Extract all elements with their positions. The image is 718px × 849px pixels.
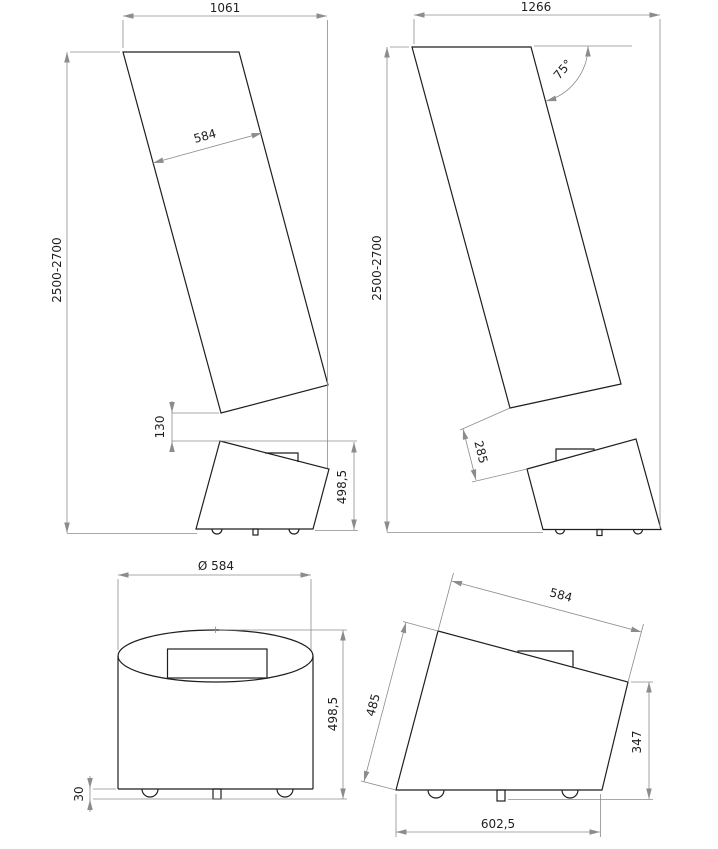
- wheel-right: [277, 789, 293, 797]
- panel-outline: [123, 52, 328, 413]
- wheel-right: [562, 790, 578, 798]
- extension-line: [361, 781, 396, 790]
- dim-diameter: Ø 584: [197, 559, 235, 573]
- dim-line-top-width: [452, 581, 642, 632]
- wheel-right: [289, 529, 299, 534]
- caster-peg: [497, 790, 505, 801]
- view-side-left: [50, 1, 358, 535]
- dim-panel-width: 584: [192, 126, 218, 146]
- dim-height-range: 2500-2700: [370, 235, 384, 301]
- extension-line: [403, 622, 438, 632]
- dim-base-height: 498,5: [335, 469, 349, 505]
- extension-line: [438, 573, 454, 631]
- caster-peg: [253, 529, 258, 535]
- burner-slot: [168, 649, 268, 678]
- base-outline: [396, 631, 628, 790]
- wheel-left: [212, 529, 222, 534]
- view-base-side: [361, 573, 653, 837]
- dim-panel-base-gap: 130: [153, 415, 167, 439]
- view-side-right: [370, 0, 661, 536]
- dim-right-height: 347: [630, 730, 644, 754]
- wheel-left: [556, 530, 565, 535]
- dim-total-height: 498,5: [326, 696, 340, 732]
- caster-peg: [597, 530, 602, 536]
- extension-line: [460, 408, 510, 430]
- wheel-left: [428, 790, 444, 798]
- extension-line: [472, 469, 527, 482]
- dim-wheel-clearance: 30: [72, 786, 86, 802]
- dim-panel-offset: 285: [471, 439, 491, 465]
- panel-outline: [412, 47, 621, 408]
- dim-bottom-width: 602,5: [480, 817, 516, 831]
- base-top-rim: [118, 630, 313, 682]
- dim-tilt-angle: 75°: [550, 56, 576, 83]
- base-outline: [527, 439, 661, 530]
- wheel-left: [142, 789, 158, 797]
- extension-line: [628, 624, 644, 682]
- dim-overall-width: 1061: [209, 1, 241, 15]
- view-base-front: [72, 559, 347, 812]
- base-outline: [196, 441, 329, 529]
- caster-peg: [213, 789, 221, 799]
- dim-top-width: 584: [548, 585, 574, 605]
- dim-height-range: 2500-2700: [50, 237, 64, 303]
- dim-line-panel-offset: [463, 429, 476, 480]
- dim-slant-height: 485: [363, 692, 383, 718]
- wheel-right: [634, 530, 643, 535]
- dim-overall-width: 1266: [520, 0, 552, 14]
